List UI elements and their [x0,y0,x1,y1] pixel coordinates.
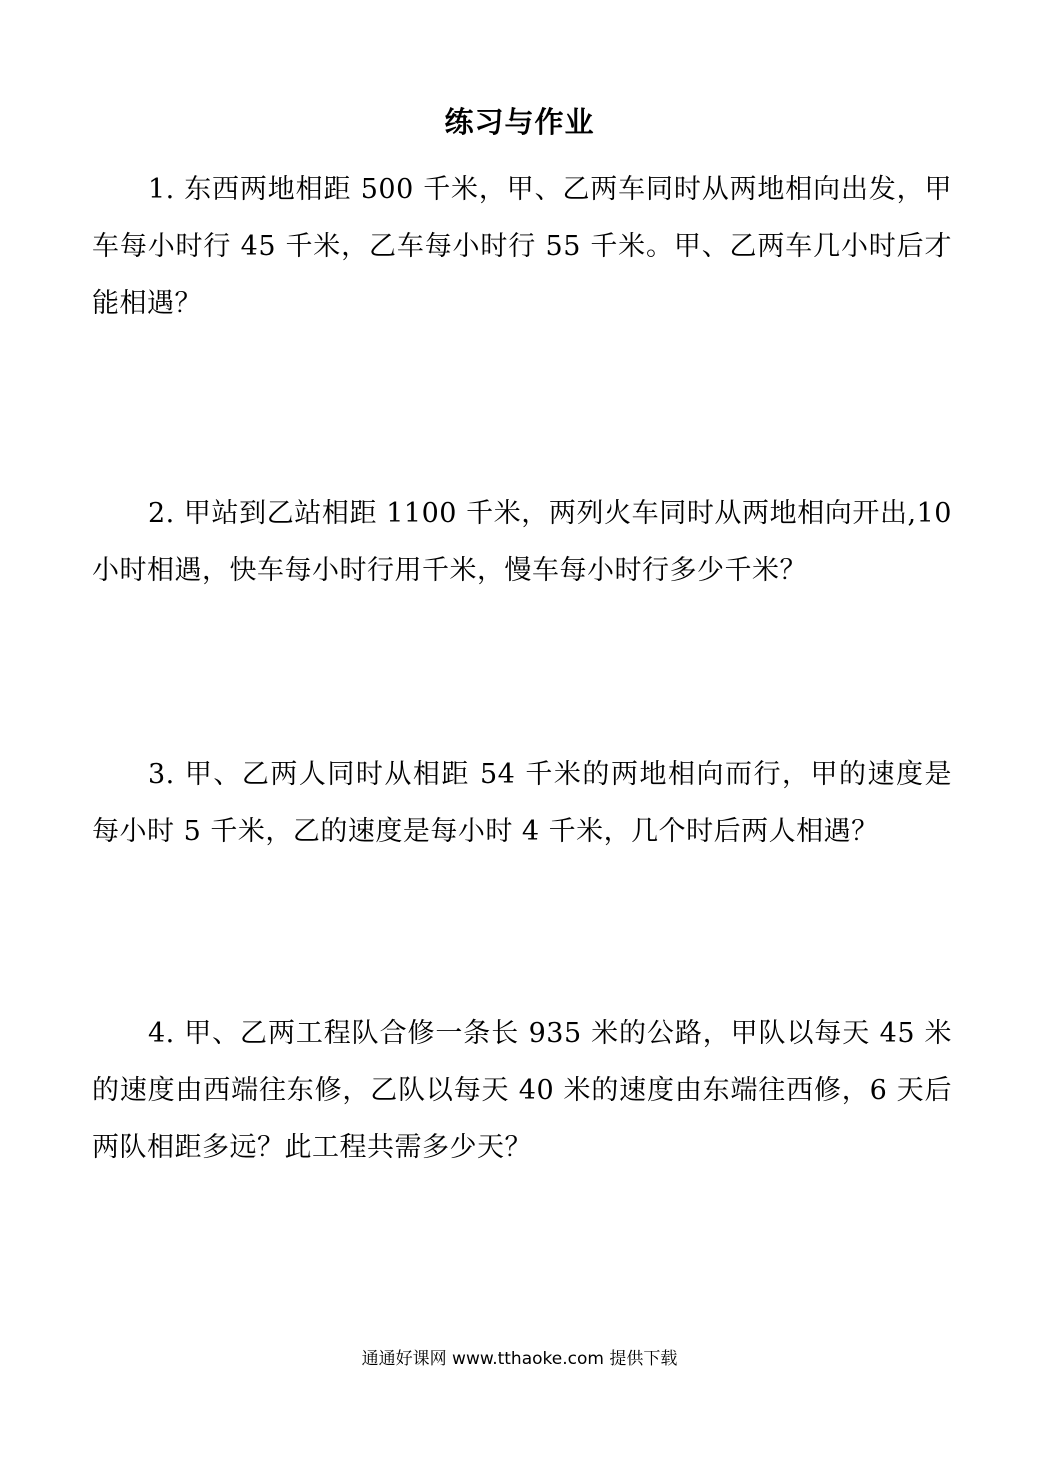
problem-1: 1. 东西两地相距 500 千米，甲、乙两车同时从两地相向出发，甲车每小时行 45 千米，乙车每小时行 55 千米。甲、乙两车几小时后才能相遇？ [92,174,952,319]
page-footer: 通通好课网 www.tthaoke.com 提供下载 [361,1349,678,1369]
page-title: 练习与作业 [444,105,595,139]
problem-3: 3. 甲、乙两人同时从相距 54 千米的两地相向而行，甲的速度是每小时 5 千米，乙的速度是每小时 4 千米，几个时后两人相遇？ [92,759,952,847]
problem-2: 2. 甲站到乙站相距 1100 千米，两列火车同时从两地相向开出,10 小时相遇，快车每小时行用千米，慢车每小时行多少千米？ [92,498,952,586]
problem-4: 4. 甲、乙两工程队合修一条长 935 米的公路，甲队以每天 45 米的速度由西端往东修，乙队以每天 40 米的速度由东端往西修，6 天后两队相距多远？此工程共需多少天？ [92,1018,952,1163]
